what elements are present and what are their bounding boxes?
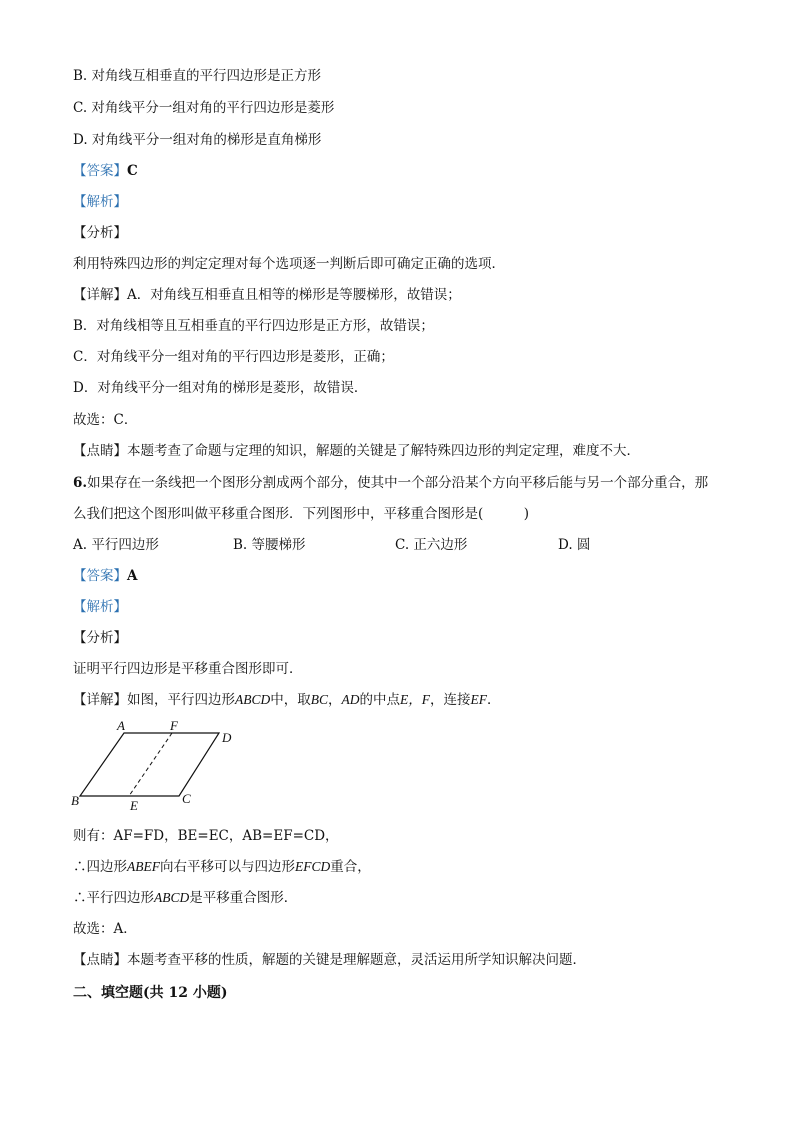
q6-choose: 故选：A． bbox=[73, 921, 137, 937]
detail-text-2: 中，取 bbox=[270, 692, 311, 708]
q6-fenxi-text: 证明平行四边形是平移重合图形即可． bbox=[73, 661, 303, 677]
therefore2-text-b: 是平移重合图形． bbox=[189, 890, 298, 906]
therefore1-text-b: 向右平移可以与四边形 bbox=[160, 859, 295, 875]
question-number: 6. bbox=[73, 475, 88, 491]
q5-analysis-tag bbox=[73, 192, 127, 212]
q6-therefore-1 bbox=[73, 857, 371, 877]
q5-answer-line bbox=[73, 161, 138, 181]
analysis-tag: 【解析】 bbox=[73, 194, 127, 210]
q5-comment bbox=[73, 441, 640, 461]
answer-tag: 【答案】 bbox=[73, 568, 127, 584]
answer-value: C bbox=[127, 163, 138, 179]
q6-stem-line1 bbox=[73, 473, 708, 493]
q5-detail-a bbox=[73, 285, 461, 305]
stem-text-1: 如果存在一条线把一个图形分割成两个部分，使其中一个部分沿某个方向平移后能与另一个部分重合，那 bbox=[87, 475, 709, 491]
q6-analysis-tag bbox=[73, 597, 127, 617]
q5-fenxi-tag bbox=[73, 223, 127, 243]
vertex-label-d: D bbox=[222, 730, 232, 745]
q5-option-d: D. 对角线平分一组对角的梯形是直角梯形 bbox=[73, 132, 322, 148]
q5-option-b: B. 对角线互相垂直的平行四边形是正方形 bbox=[73, 68, 322, 84]
q6-detail-line bbox=[73, 690, 501, 710]
q5-detail-b: B．对角线相等且互相垂直的平行四边形是正方形，故错误； bbox=[73, 318, 434, 334]
detail-a-text: A．对角线互相垂直且相等的梯形是等腰梯形，故错误； bbox=[127, 287, 461, 303]
comment-tag: 【点睛】 bbox=[73, 443, 127, 459]
parallelogram-abcd bbox=[80, 733, 219, 796]
fenxi-tag: 【分析】 bbox=[73, 225, 127, 241]
therefore2-text-a: ∴平行四边形 bbox=[73, 890, 154, 906]
analysis-tag: 【解析】 bbox=[73, 599, 127, 615]
q6-then: 则有：AF=FD，BE=EC，AB=EF=CD， bbox=[73, 828, 339, 844]
q6-stem-line2: 么我们把这个图形叫做平移重合图形．下列图形中，平移重合图形是( ) bbox=[73, 506, 530, 522]
detail-text-3: 的中点 bbox=[359, 692, 401, 708]
detail-text-1: 如图，平行四边形 bbox=[127, 692, 235, 708]
q6-option-a: A. 平行四边形 bbox=[73, 537, 159, 553]
detail-comma: ， bbox=[328, 692, 342, 708]
q5-detail-d: D．对角线平分一组对角的梯形是菱形，故错误． bbox=[73, 380, 368, 396]
comment-tag: 【点睛】 bbox=[73, 952, 127, 968]
q6-fenxi-tag bbox=[73, 628, 127, 648]
comment-text: 本题考查平移的性质，解题的关键是理解题意，灵活运用所学知识解决问题． bbox=[127, 952, 586, 968]
answer-tag: 【答案】 bbox=[73, 163, 127, 179]
label-bc: BC bbox=[310, 692, 329, 707]
label-abcd-2: ABCD bbox=[154, 890, 190, 905]
q6-option-d: D. 圆 bbox=[558, 537, 591, 553]
therefore1-text-a: ∴四边形 bbox=[73, 859, 127, 875]
segment-ef bbox=[129, 733, 172, 796]
fenxi-tag: 【分析】 bbox=[73, 630, 127, 646]
q5-choose: 故选：C． bbox=[73, 412, 138, 428]
q6-answer-line bbox=[73, 566, 137, 586]
section-heading: 二、填空题(共 12 小题) bbox=[73, 985, 228, 1001]
detail-text-4: ，连接 bbox=[430, 692, 471, 708]
label-e-f: E，F bbox=[400, 692, 431, 707]
label-ef: EF bbox=[470, 692, 488, 707]
vertex-label-b: B bbox=[71, 793, 79, 808]
q5-detail-c: C．对角线平分一组对角的平行四边形是菱形，正确； bbox=[73, 349, 394, 365]
label-abcd: ABCD bbox=[235, 692, 271, 707]
q6-option-c: C. 正六边形 bbox=[395, 537, 468, 553]
q6-options bbox=[73, 535, 733, 555]
vertex-label-c: C bbox=[182, 791, 191, 806]
detail-tag: 【详解】 bbox=[73, 692, 127, 708]
comment-text: 本题考查了命题与定理的知识，解题的关键是了解特殊四边形的判定定理，难度不大． bbox=[127, 443, 640, 459]
parallelogram-figure bbox=[66, 716, 246, 816]
label-abef: ABEF bbox=[127, 859, 160, 874]
q6-option-b: B. 等腰梯形 bbox=[233, 537, 306, 553]
q5-option-c: C. 对角线平分一组对角的平行四边形是菱形 bbox=[73, 100, 335, 116]
vertex-label-a: A bbox=[117, 718, 125, 733]
vertex-label-e: E bbox=[130, 798, 138, 813]
q6-therefore-2 bbox=[73, 888, 297, 908]
therefore1-text-c: 重合， bbox=[330, 859, 371, 875]
vertex-label-f: F bbox=[170, 718, 178, 733]
label-efcd: EFCD bbox=[295, 859, 331, 874]
q6-comment bbox=[73, 950, 586, 970]
answer-value: A bbox=[127, 568, 138, 584]
label-ad: AD bbox=[341, 692, 360, 707]
detail-text-5: ． bbox=[487, 692, 501, 708]
q5-fenxi-text: 利用特殊四边形的判定定理对每个选项逐一判断后即可确定正确的选项． bbox=[73, 256, 505, 272]
detail-tag: 【详解】 bbox=[73, 287, 127, 303]
